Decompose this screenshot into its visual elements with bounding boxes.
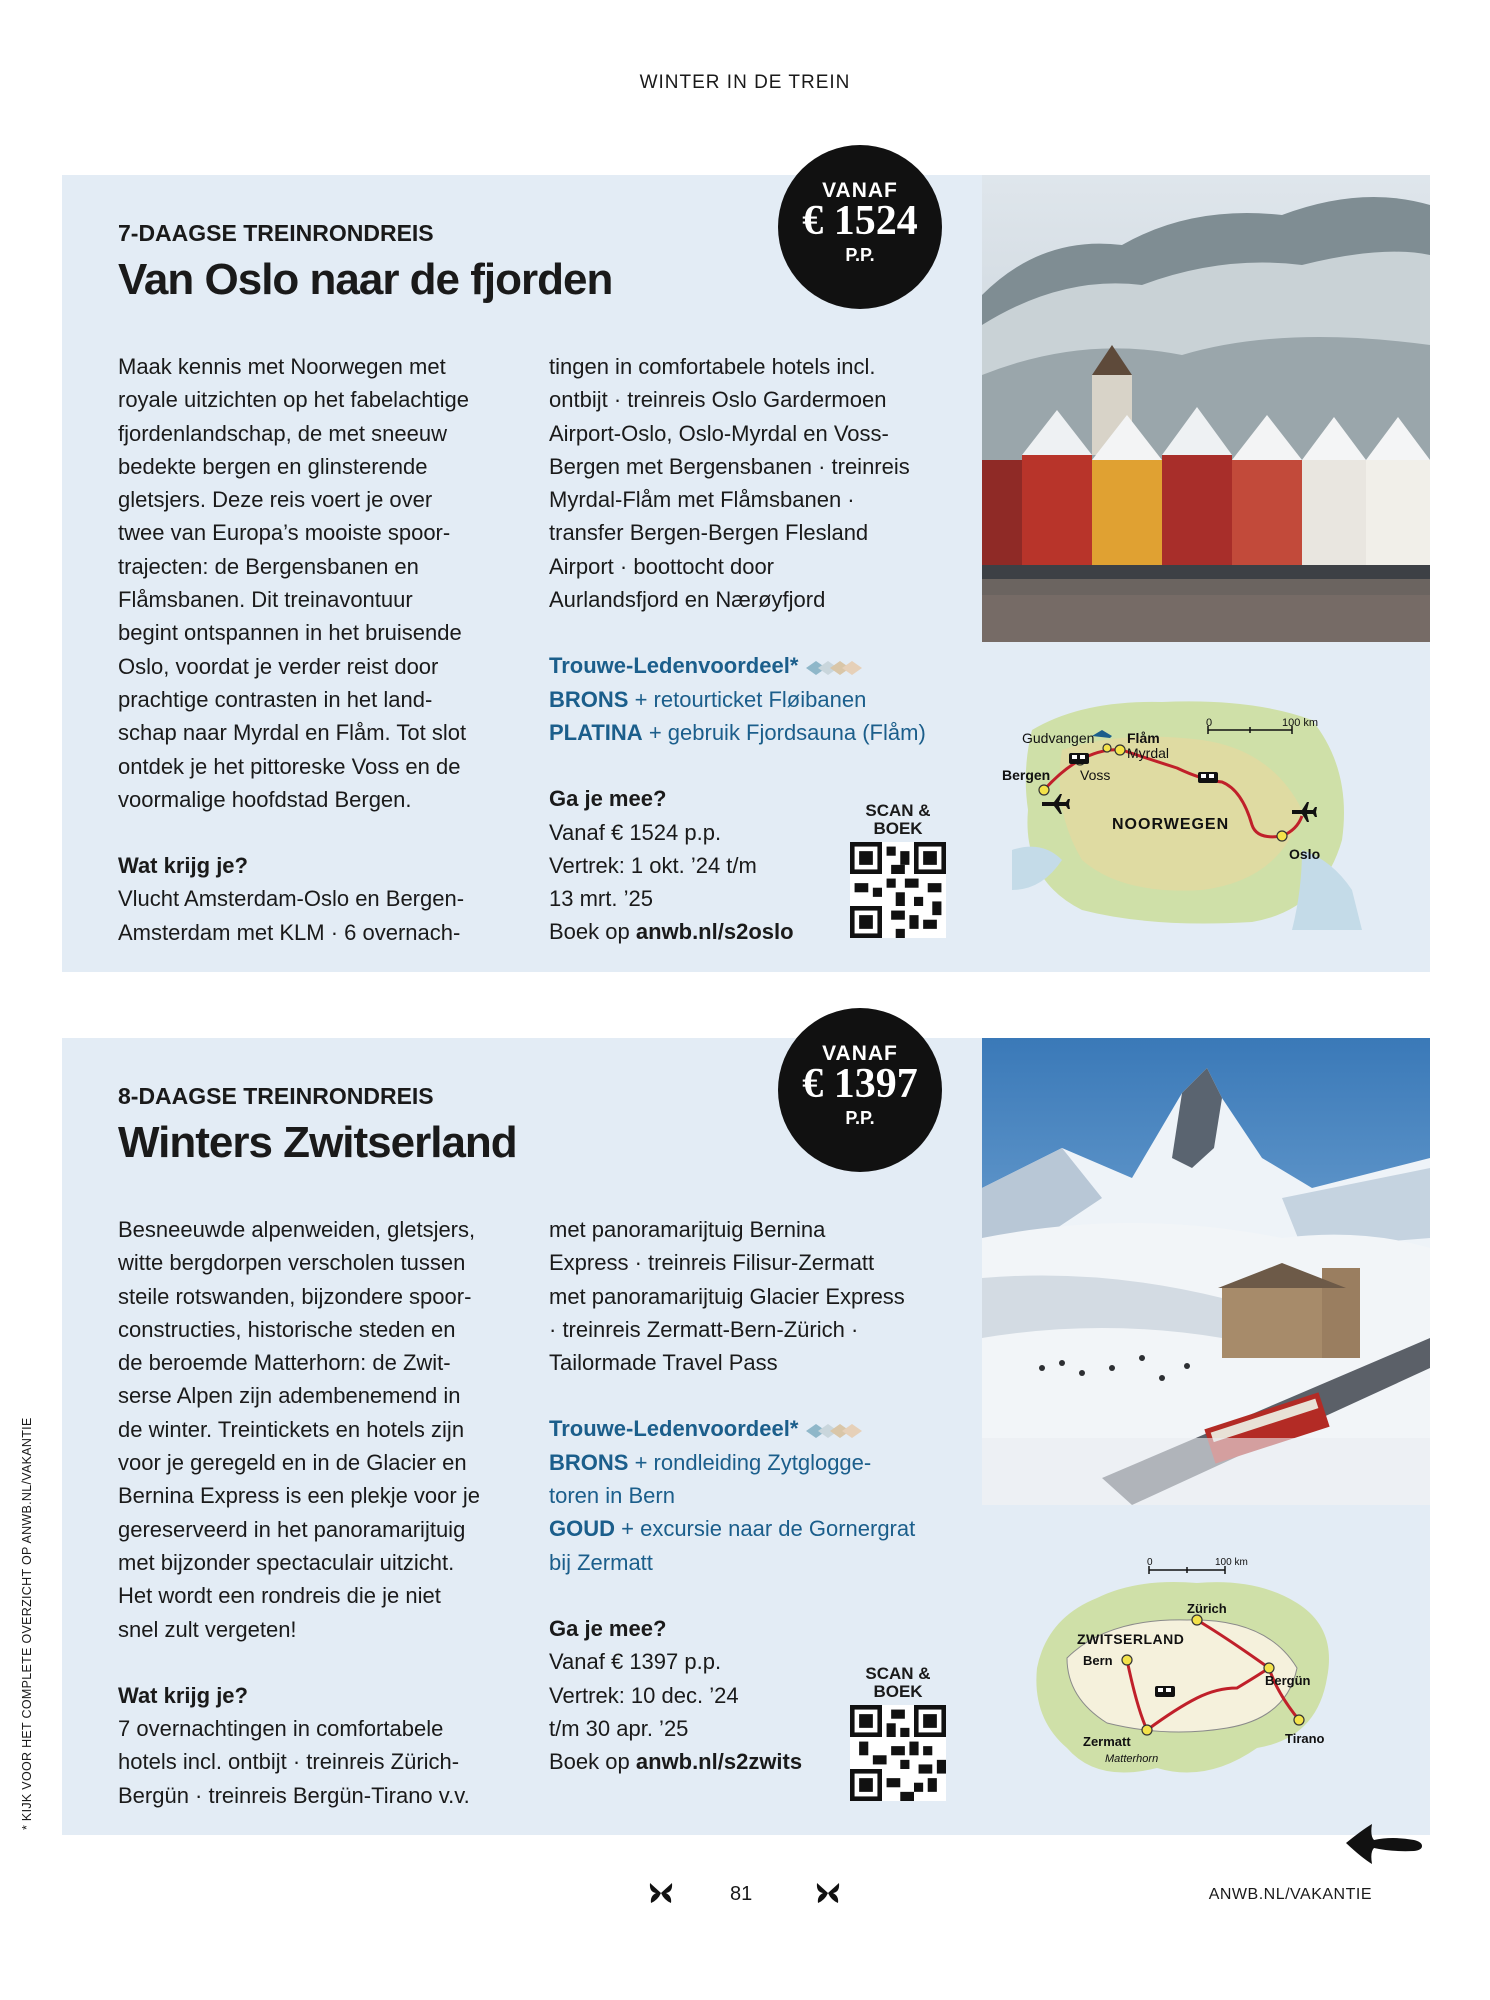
scan-label-line: BOEK — [873, 1682, 923, 1701]
loyalty-heading-text: Trouwe-Ledenvoordeel* — [549, 1416, 799, 1442]
next-page-arrow-icon — [1342, 1818, 1424, 1868]
loyalty-benefit: + rondleiding Zytglogge- — [634, 1449, 872, 1475]
intro-line: Bernina Express is een plekje voor je — [118, 1483, 480, 1509]
intro-line: schap naar Myrdal en Flåm. Tot slot — [118, 720, 467, 746]
what-line: 7 overnachtingen in comfortabele — [118, 1716, 444, 1742]
what-line: Airport · boottocht door — [549, 553, 775, 579]
intro-line: bedekte bergen en glinsterende — [118, 453, 428, 479]
trip-card-norway — [62, 175, 1430, 972]
intro-column — [118, 350, 513, 949]
intro-line: voor je geregeld en in de Glacier en — [118, 1450, 467, 1476]
bergen-photo — [982, 175, 1430, 642]
what-heading: Wat krijg je? — [118, 853, 248, 879]
section-header: WINTER IN DE TREIN — [639, 72, 851, 93]
loyalty-benefit: bij Zermatt — [549, 1549, 653, 1575]
loyalty-heading-text: Trouwe-Ledenvoordeel* — [549, 653, 799, 679]
scan-label — [848, 802, 948, 838]
map-label-tirano: Tirano — [1285, 1731, 1325, 1746]
map-label-bern: Bern — [1083, 1653, 1113, 1668]
intro-line: twee van Europa’s mooiste spoor- — [118, 520, 451, 546]
matterhorn-photo — [982, 1038, 1430, 1505]
go-line: t/m 30 apr. ’25 — [549, 1715, 689, 1741]
what-line: Tailormade Travel Pass — [549, 1350, 778, 1376]
price-amount: € 1524 — [802, 198, 918, 244]
butterfly-icon — [648, 1880, 674, 1906]
intro-line: Oslo, voordat je verder reist door — [118, 653, 439, 679]
loyalty-row — [549, 683, 969, 716]
matterhorn-train-image — [982, 1038, 1430, 1505]
map-country-label: ZWITSERLAND — [1077, 1631, 1185, 1647]
scan-label — [848, 1665, 948, 1701]
map-scale-label: 100 km — [1282, 717, 1319, 729]
what-line: met panoramarijtuig Glacier Express — [549, 1283, 905, 1309]
map-label-gudvangen: Gudvangen — [1022, 730, 1095, 746]
loyalty-benefit: + gebruik Fjordsauna (Flåm) — [648, 719, 926, 745]
map-label-zurich: Zürich — [1187, 1601, 1227, 1616]
intro-line: constructies, historische steden en — [118, 1316, 456, 1342]
map-label-matterhorn: Matterhorn — [1105, 1753, 1159, 1765]
what-line: hotels incl. ontbijt · treinreis Zürich- — [118, 1749, 460, 1775]
price-amount: € 1397 — [802, 1061, 918, 1107]
trip-duration-label: 7-DAAGSE TREINRONDREIS — [118, 220, 434, 246]
intro-line: gereserveerd in het panoramarijtuig — [118, 1516, 466, 1542]
intro-line: fjordenlandschap, de met sneeuw — [118, 420, 447, 446]
loyalty-tier: GOUD — [549, 1516, 615, 1542]
what-line: · treinreis Zermatt-Bern-Zürich · — [549, 1316, 859, 1342]
intro-line: Besneeuwde alpenweiden, gletsjers, — [118, 1217, 476, 1242]
loyalty-heading — [549, 1412, 969, 1445]
book-link[interactable]: anwb.nl/s2zwits — [635, 1749, 803, 1775]
loyalty-heading — [549, 649, 969, 682]
intro-line: begint ontspannen in het bruisende — [118, 620, 462, 646]
loyalty-benefit: + retourticket Fløibanen — [634, 686, 867, 712]
intro-line: prachtige contrasten in het land- — [118, 686, 433, 712]
map-country-label: NOORWEGEN — [1112, 816, 1230, 833]
loyalty-benefit: toren in Bern — [549, 1483, 675, 1509]
map-label-oslo: Oslo — [1289, 846, 1321, 862]
intro-line: snel zult vergeten! — [118, 1616, 297, 1642]
intro-line: steile rotswanden, bijzondere spoor- — [118, 1283, 472, 1309]
map-label-bergun: Bergün — [1265, 1673, 1311, 1688]
intro-line: Het wordt een rondreis die je niet — [118, 1583, 441, 1609]
map-label-flam: Flåm — [1127, 730, 1160, 746]
qr-code[interactable] — [850, 842, 946, 938]
train-icon — [1155, 1686, 1175, 1697]
intro-line: de beroemde Matterhorn: de Zwit- — [118, 1350, 451, 1376]
train-icon — [1069, 753, 1089, 764]
what-line: Aurlandsfjord en Nærøyfjord — [549, 587, 826, 613]
what-line: Amsterdam met KLM · 6 overnach- — [118, 919, 461, 945]
what-heading: Wat krijg je? — [118, 1682, 248, 1708]
price-from-label: VANAF — [822, 179, 898, 202]
map-scale-label: 100 km — [1215, 1557, 1248, 1568]
scan-label-line: SCAN & — [865, 1664, 931, 1683]
scan-label-line: BOEK — [873, 819, 923, 838]
intro-line: witte bergdorpen verscholen tussen — [118, 1250, 466, 1276]
go-line: Vertrek: 10 dec. ’24 — [549, 1682, 739, 1708]
what-line: tingen in comfortabele hotels incl. — [549, 354, 876, 379]
map-label-voss: Voss — [1080, 767, 1111, 783]
go-line: Vertrek: 1 okt. ’24 t/m — [549, 852, 757, 878]
train-icon — [1198, 772, 1218, 783]
trip-title: Winters Zwitserland — [118, 1118, 517, 1167]
loyalty-tier: BRONS — [549, 1449, 629, 1475]
go-line: Vanaf € 1397 p.p. — [549, 1649, 722, 1675]
intro-column — [118, 1213, 513, 1812]
trip-title: Van Oslo naar de fjorden — [118, 255, 613, 304]
intro-line: ontdek je het pittoreske Voss en de — [118, 753, 461, 779]
price-from-label: VANAF — [822, 1042, 898, 1065]
price-badge — [778, 145, 942, 309]
loyalty-gems-icon — [804, 1421, 866, 1441]
intro-line: Flåmsbanen. Dit treinavontuur — [118, 587, 413, 613]
book-prefix: Boek op — [549, 1749, 636, 1775]
page-number: 81 — [730, 1883, 753, 1905]
map-label-zermatt: Zermatt — [1083, 1734, 1131, 1749]
intro-line: gletsjers. Deze reis voert je over — [118, 487, 433, 513]
what-line: Airport-Oslo, Oslo-Myrdal en Voss- — [549, 420, 889, 446]
footer-url[interactable]: ANWB.NL/VAKANTIE — [1208, 1886, 1372, 1903]
loyalty-row — [549, 1512, 969, 1545]
what-line: Bergün · treinreis Bergün-Tirano v.v. — [118, 1782, 470, 1808]
what-line: Myrdal-Flåm met Flåmsbanen · — [549, 487, 855, 513]
bergen-harbour-image — [982, 175, 1430, 642]
what-line: Express · treinreis Filisur-Zermatt — [549, 1250, 875, 1276]
loyalty-gems-icon — [804, 658, 866, 678]
scan-label-line: SCAN & — [865, 801, 931, 820]
what-line: ontbijt · treinreis Oslo Gardermoen — [549, 387, 887, 413]
go-heading: Ga je mee? — [549, 786, 667, 812]
trip-card-switzerland — [62, 1038, 1430, 1835]
route-map-norway — [1002, 690, 1362, 930]
go-line: Vanaf € 1524 p.p. — [549, 819, 722, 845]
map-scale-zero: 0 — [1206, 717, 1213, 729]
intro-line: trajecten: de Bergensbanen en — [118, 553, 419, 579]
intro-line: serse Alpen zijn adembenemend in — [118, 1383, 461, 1409]
what-line: Bergen met Bergensbanen · treinreis — [549, 453, 910, 479]
book-link[interactable]: anwb.nl/s2oslo — [635, 919, 794, 945]
loyalty-row — [549, 1446, 969, 1479]
go-line: 13 mrt. ’25 — [549, 886, 653, 912]
loyalty-benefit: + excursie naar de Gornergrat — [621, 1516, 916, 1542]
loyalty-tier: PLATINA — [549, 719, 643, 745]
intro-line: Maak kennis met Noorwegen met — [118, 354, 446, 379]
book-prefix: Boek op — [549, 919, 636, 945]
map-scale-zero: 0 — [1147, 1557, 1153, 1568]
intro-line: de winter. Treintickets en hotels zijn — [118, 1416, 465, 1442]
what-line: Vlucht Amsterdam-Oslo en Bergen- — [118, 886, 465, 912]
map-label-myrdal: Myrdal — [1127, 745, 1170, 761]
side-note: * KIJK VOOR HET COMPLETE OVERZICHT OP ANWB.NL/VAKANTIE — [20, 1417, 34, 1830]
route-map-switzerland — [1027, 1548, 1347, 1798]
loyalty-tier: BRONS — [549, 686, 629, 712]
butterfly-icon — [815, 1880, 841, 1906]
price-per-person: P.P. — [845, 1108, 875, 1128]
go-heading: Ga je mee? — [549, 1615, 667, 1641]
intro-line: met bijzonder spectaculair uitzicht. — [118, 1549, 455, 1575]
intro-line: voormalige hoofdstad Bergen. — [118, 786, 412, 812]
loyalty-row — [549, 716, 969, 749]
intro-line: royale uitzichten op het fabelachtige — [118, 387, 470, 413]
what-line: transfer Bergen-Bergen Flesland — [549, 520, 869, 546]
what-line: met panoramarijtuig Bernina — [549, 1217, 826, 1242]
qr-code[interactable] — [850, 1705, 946, 1801]
map-label-bergen: Bergen — [1002, 767, 1051, 783]
price-per-person: P.P. — [845, 245, 875, 265]
trip-duration-label: 8-DAAGSE TREINRONDREIS — [118, 1083, 434, 1109]
price-badge — [778, 1008, 942, 1172]
